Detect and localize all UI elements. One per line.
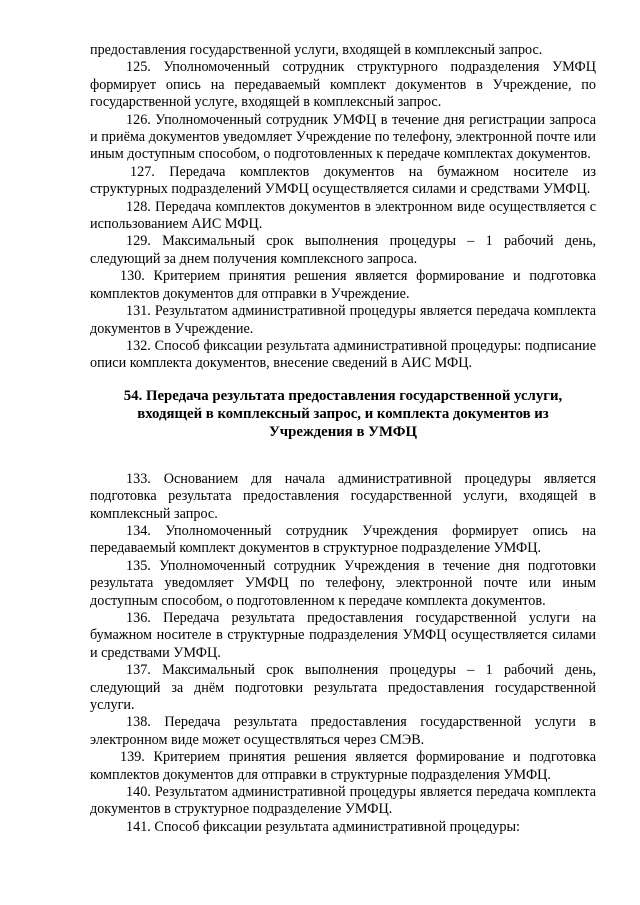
section-heading-line-3: Учреждения в УМФЦ: [268, 423, 418, 440]
paragraph-125: 125. Уполномоченный сотрудник структурного подразделения УМФЦ формирует опись на передаваемый комплект документов в Учреждение, по государственной услуге, входящей в комплексный запрос.: [90, 59, 596, 111]
section-heading-line-2: входящей в комплексный запрос, и комплекта документов из: [137, 405, 549, 422]
paragraph-139: 139. Критерием принятия решения является формирование и подготовка комплектов документов для отправки в структурные подразделения УМФЦ.: [90, 749, 596, 783]
paragraph-128: 128. Передача комплектов документов в электронном виде осуществляется с использованием АИС МФЦ.: [90, 198, 596, 233]
paragraph-137: 137. Максимальный срок выполнения процедуры – 1 рабочий день, следующий за днём подготовки результата предоставления государственной услуги.: [90, 662, 596, 713]
paragraph-130: 130. Критерием принятия решения является формирование и подготовка комплектов документов для отправки в Учреждение.: [90, 268, 596, 302]
paragraph-132: 132. Способ фиксации результата административной процедуры: подписание описи комплекта документов, внесение сведений в АИС МФЦ.: [90, 337, 596, 372]
paragraph-131: 131. Результатом административной процедуры является передача комплекта документов в Учреждение.: [90, 303, 596, 337]
paragraph-135: 135. Уполномоченный сотрудник Учреждения в течение дня подготовки результата уведомляет УМФЦ по телефону, электронной почте или иным доступным способом, о подготовленном к передаче комплекта документов.: [90, 557, 596, 609]
paragraph-127: 127. Передача комплектов документов на бумажном носителе из структурных подразделений УМФЦ осуществляется силами и средствами УМФЦ.: [90, 163, 596, 198]
paragraph-129: 129. Максимальный срок выполнения процедуры – 1 рабочий день, следующий за днем получения комплексного запроса.: [90, 233, 596, 267]
paragraph-140: 140. Результатом административной процедуры является передача комплекта документов в структурное подразделение УМФЦ.: [90, 784, 596, 818]
paragraph-126: 126. Уполномоченный сотрудник УМФЦ в течение дня регистрации запроса и приёма документов уведомляет Учреждение по телефону, электронной почте или иным доступным способом, о подготовленных к передаче комплектах документов.: [90, 111, 596, 163]
section-heading-line-1: 54. Передача результата предоставления государственной услуги,: [123, 387, 563, 404]
section-heading-54: [90, 387, 596, 441]
paragraph-124-continuation: предоставления государственной услуги, входящей в комплексный запрос.: [90, 42, 543, 58]
paragraph-133: 133. Основанием для начала административной процедуры является подготовка результата предоставления государственной услуги, входящей в комплексный запрос.: [90, 470, 596, 522]
paragraph-141: 141. Способ фиксации результата административной процедуры:: [126, 818, 520, 835]
paragraph-134: 134. Уполномоченный сотрудник Учреждения формирует опись на передаваемый комплект документов в структурное подразделение УМФЦ.: [90, 522, 596, 557]
document-page: [90, 42, 596, 836]
paragraph-138: 138. Передача результата предоставления государственной услуги в электронном виде может осуществляться через СМЭВ.: [90, 714, 596, 748]
paragraph-136: 136. Передача результата предоставления государственной услуги на бумажном носителе в структурные подразделения УМФЦ осуществляется силами и средствами УМФЦ.: [90, 609, 596, 661]
